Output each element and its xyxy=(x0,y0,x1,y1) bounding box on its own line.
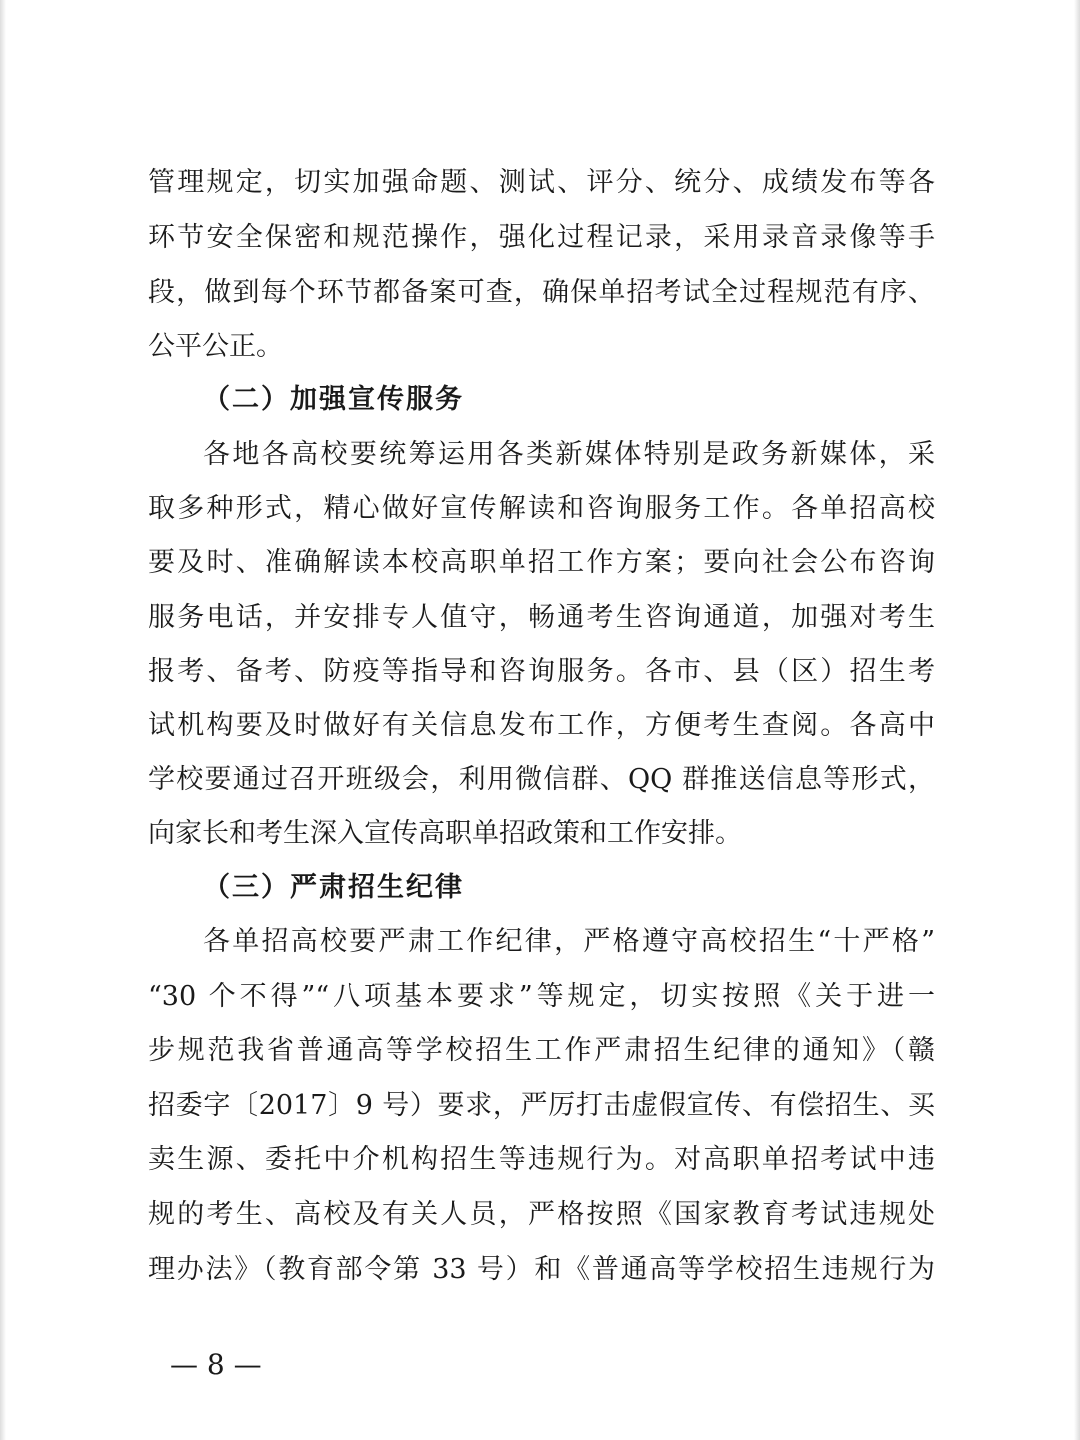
body-text-line: 服务电话，并安排专人值守，畅通考生咨询通道，加强对考生 xyxy=(148,602,935,633)
body-text-line: 各单招高校要严肃工作纪律，严格遵守高校招生“十严格” xyxy=(203,926,935,957)
page-edge-left xyxy=(0,0,6,1440)
body-text-line: 规的考生、高校及有关人员，严格按照《国家教育考试违规处 xyxy=(148,1199,935,1230)
body-text-line: 卖生源、委托中介机构招生等违规行为。对高职单招考试中违 xyxy=(148,1144,935,1175)
body-text-line: 试机构要及时做好有关信息发布工作，方便考生查阅。各高中 xyxy=(148,710,935,741)
body-text-line: 向家长和考生深入宣传高职单招政策和工作安排。 xyxy=(148,818,742,849)
body-text-line: 管理规定，切实加强命题、测试、评分、统分、成绩发布等各 xyxy=(148,167,935,198)
body-text-line: 学校要通过召开班级会，利用微信群、QQ 群推送信息等形式， xyxy=(148,764,935,795)
body-text-line: 公平公正。 xyxy=(148,331,283,362)
body-text-line: 段，做到每个环节都备案可查，确保单招考试全过程规范有序、 xyxy=(148,277,935,308)
body-text-line: 各地各高校要统筹运用各类新媒体特别是政务新媒体，采 xyxy=(203,439,935,470)
body-text-line: 步规范我省普通高等学校招生工作严肃招生纪律的通知》（赣 xyxy=(148,1035,935,1066)
body-text-line: 要及时、准确解读本校高职单招工作方案；要向社会公布咨询 xyxy=(148,547,935,578)
page-number: — 8 — xyxy=(170,1348,262,1381)
section-heading-2: （二）加强宣传服务 xyxy=(203,384,464,415)
body-text-line: 招委字〔2017〕9 号）要求，严厉打击虚假宣传、有偿招生、买 xyxy=(148,1090,935,1121)
body-text-line: 取多种形式，精心做好宣传解读和咨询服务工作。各单招高校 xyxy=(148,493,935,524)
body-text-line: 环节安全保密和规范操作，强化过程记录，采用录音录像等手 xyxy=(148,222,935,253)
section-heading-3: （三）严肃招生纪律 xyxy=(203,872,464,903)
body-text-line: “30 个不得”“八项基本要求”等规定，切实按照《关于进一 xyxy=(148,981,935,1012)
body-text-line: 报考、备考、防疫等指导和咨询服务。各市、县（区）招生考 xyxy=(148,656,935,687)
body-text-line: 理办法》（教育部令第 33 号）和《普通高等学校招生违规行为 xyxy=(148,1254,935,1285)
page-edge-right xyxy=(1074,0,1080,1440)
